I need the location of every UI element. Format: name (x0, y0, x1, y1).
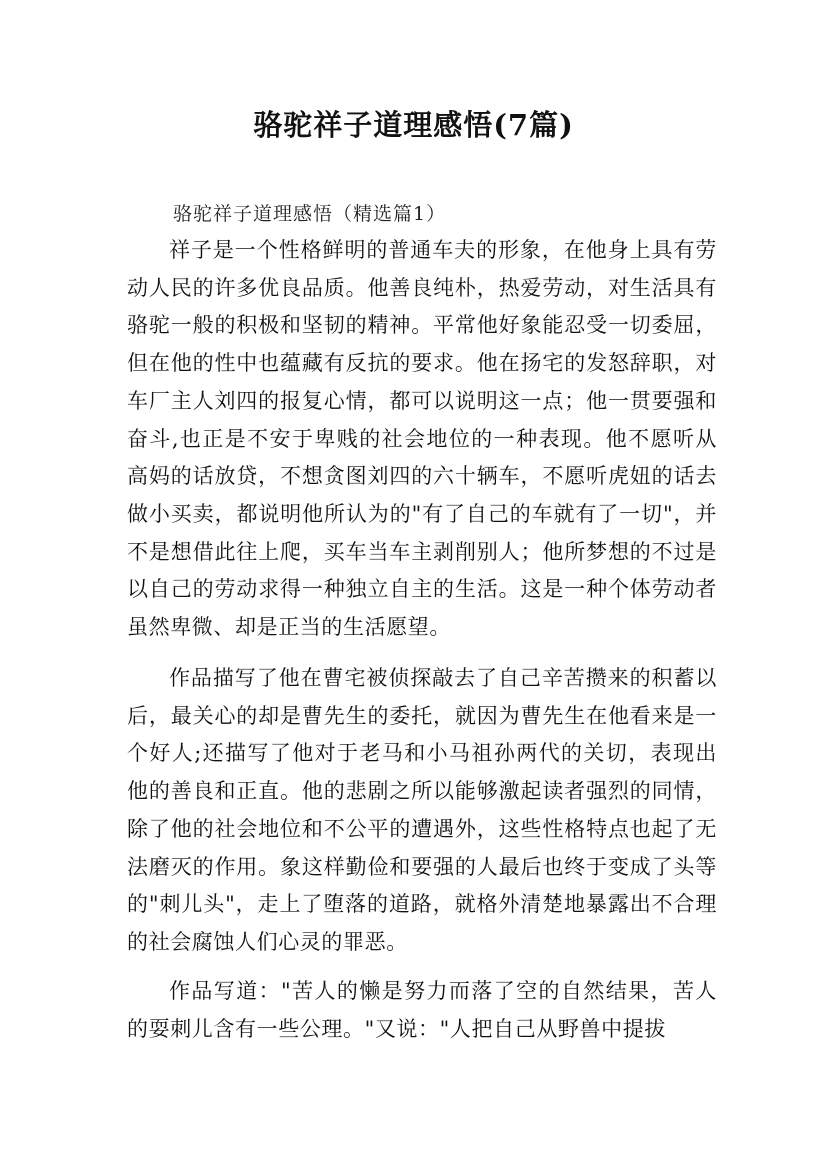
body-paragraph: 祥子是一个性格鲜明的普通车夫的形象，在他身上具有劳动人民的许多优良品质。他善良纯朴，热爱劳动，对生活具有骆驼一般的积极和坚韧的精神。平常他好象能忍受一切委屈，但在他的性中也蕴藏有反抗的要求。他在扬宅的发怒辞职，对车厂主人刘四的报复心情，都可以说明这一点；他一贯要强和奋斗,也正是不安于卑贱的社会地位的一种表现。他不愿听从高妈的话放贷，不想贪图刘四的六十辆车，不愿听虎妞的话去做小买卖，都说明他所认为的"有了自己的车就有了一切"，并不是想借此往上爬，买车当车主剥削别人；他所梦想的不过是以自己的劳动求得一种独立自主的生活。这是一种个体劳动者虽然卑微、却是正当的生活愿望。 (127, 238, 717, 640)
section-heading: 骆驼祥子道理感悟（精选篇1） (173, 203, 447, 225)
body-paragraph: 作品描写了他在曹宅被侦探敲去了自己辛苦攒来的积蓄以后，最关心的却是曹先生的委托，就因为曹先生在他看来是一个好人;还描写了他对于老马和小马祖孙两代的关切，表现出他的善良和正直。他的悲剧之所以能够激起读者强烈的同情，除了他的社会地位和不公平的遭遇外，这些性格特点也起了无法磨灭的作用。象这样勤俭和要强的人最后也终于变成了头等的"刺儿头"，走上了堕落的道路，就格外清楚地暴露出不合理的社会腐蚀人们心灵的罪恶。 (127, 666, 717, 954)
body-paragraph: 作品写道："苦人的懒是努力而落了空的自然结果，苦人的耍刺儿含有一些公理。"又说："人把自己从野兽中提拔 (127, 979, 717, 1041)
document-title: 骆驼祥子道理感悟(7篇) (253, 108, 574, 142)
